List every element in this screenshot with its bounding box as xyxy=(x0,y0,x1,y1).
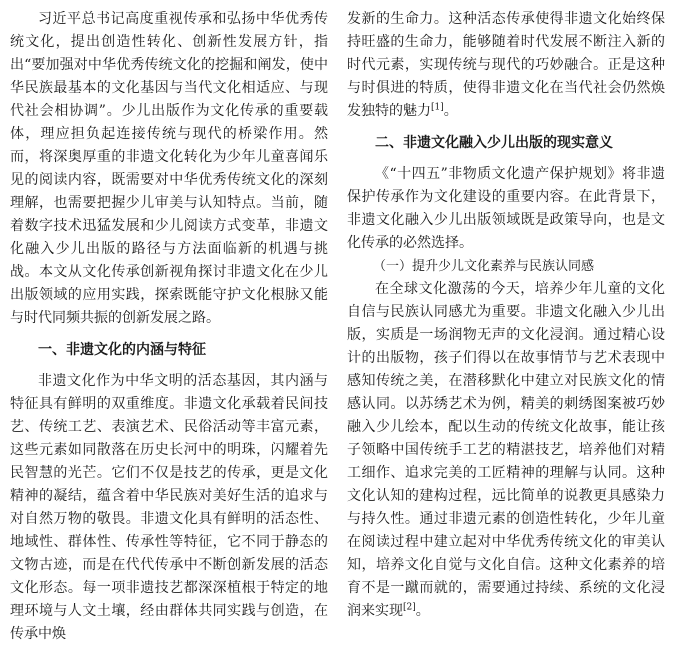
continued-paragraph xyxy=(347,8,665,123)
subsection-1-paragraph xyxy=(347,278,665,623)
citation-2: [2] xyxy=(403,602,416,613)
subsection-1-text: 在全球文化激荡的今天，培养少年儿童的文化自信与民族认同感尤为重要。非遗文化融入少儿出版，实质是一场润物无声的文化浸润。通过精心设计的出版物，孩子们得以在故事情节与艺术表现中感知传统之美，在潜移默化中建立对民族文化的情感认同。以苏绣艺术为例，精美的刺绣图案被巧妙融入少儿绘本，配以生动的传统文化故事，能让孩子领略中国传统手工艺的精湛技艺，培养他们对精工细作、追求完美的工匠精神的理解与认同。这种文化认知的建构过程，远比简单的说教更具感染力与持久性。通过非遗元素的创造性转化，少年儿童在阅读过程中建立起对中华优秀传统文化的审美认知，培养文化自觉与文化自信。这种文化素养的培育不是一蹴而就的，需要通过持续、系统的文化浸润来实现 xyxy=(347,281,665,619)
left-column xyxy=(10,8,328,646)
continued-paragraph-end: 。 xyxy=(443,103,458,119)
section-heading-1: 一、非遗文化的内涵与特征 xyxy=(38,342,206,358)
subsection-heading-1: （一）提升少儿文化素养与民族认同感 xyxy=(373,259,595,274)
section-2-paragraph: 《“十四五”非物质文化遗产保护规划》将非遗保护传承作为文化建设的重要内容。在此背景下，非遗文化融入少儿出版领域既是政策导向，也是文化传承的必然选择。 xyxy=(347,166,665,251)
citation-1: [1] xyxy=(431,102,444,113)
continued-paragraph-text: 发新的生命力。这种活态传承使得非遗文化始终保持旺盛的生命力，能够随着时代发展不断注入新的时代元素，实现传统与现代的巧妙融合。正是这种与时俱进的特质，使得非遗文化在当代社会仍然焕发独特的魅力 xyxy=(347,11,665,119)
section-heading-2: 二、非遗文化融入少儿出版的现实意义 xyxy=(375,135,613,151)
subsection-1-end: 。 xyxy=(415,603,430,619)
intro-paragraph: 习近平总书记高度重视传承和弘扬中华优秀传统文化，提出创造性转化、创新性发展方针，指出“要加强对中华优秀传统文化的挖掘和阐发，使中华民族最基本的文化基因与当代文化相适应、与现代社会相协调”。少儿出版作为文化传承的重要载体，理应担负起连接传统与现代的桥梁作用。然而，将深奥厚重的非遗文化转化为少年儿童喜闻乐见的阅读内容，既需要对中华优秀传统文化的深刻理解，也需要把握少儿审美与认知特点。当前，随着数字技术迅猛发展和少儿阅读方式变革，非遗文化融入少儿出版的路径与方法面临新的机遇与挑战。本文从文化传承创新视角探讨非遗文化在少儿出版领域的应用实践，探索既能守护文化根脉又能与时代同频共振的创新发展之路。 xyxy=(10,11,328,326)
section-1-paragraph: 非遗文化作为中华文明的活态基因，其内涵与特征具有鲜明的双重维度。非遗文化承载着民间技艺、传统工艺、表演艺术、民俗活动等丰富元素，这些元素如同散落在历史长河中的明珠，闪耀着先民智慧的光芒。它们不仅是技艺的传承，更是文化精神的凝结，蕴含着中华民族对美好生活的追求与对自然万物的敬畏。非遗文化具有鲜明的活态性、地域性、群体性、传承性等特征，它不同于静态的文物古迹，而是在代代传承中不断创新发展的活态文化形态。每一项非遗技艺都深深植根于特定的地理环境与人文土壤，经由群体共同实践与创造，在传承中焕 xyxy=(10,373,328,642)
right-column xyxy=(347,8,665,623)
